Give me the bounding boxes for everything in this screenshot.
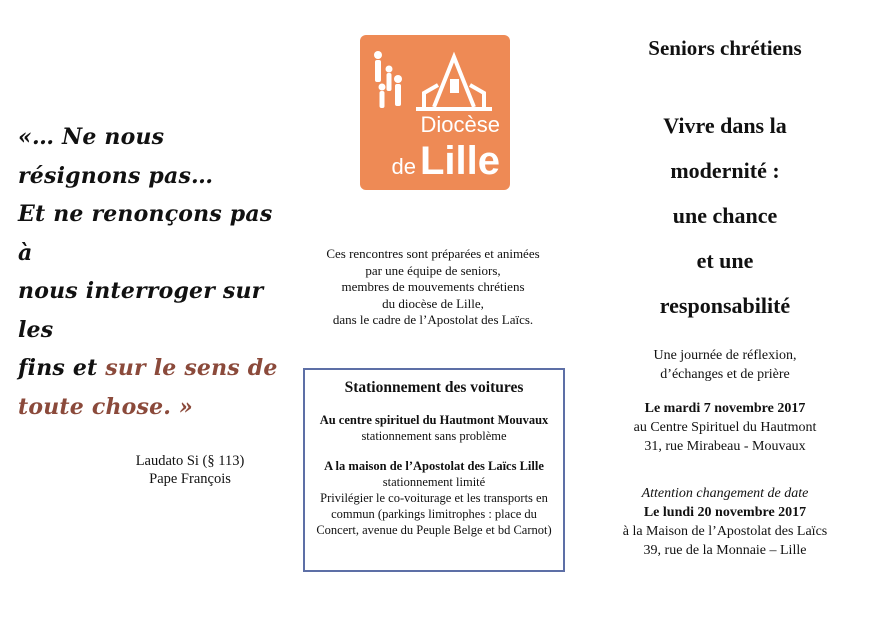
parking-title: Stationnement des voitures bbox=[344, 379, 524, 396]
date-change-notice: Attention changement de date bbox=[641, 486, 809, 501]
parking-advice-line: commun (parkings limitrophes : place du bbox=[331, 507, 537, 521]
event-subtitle bbox=[600, 346, 850, 384]
event-title bbox=[600, 103, 850, 328]
parking-box bbox=[303, 368, 565, 572]
quote-line: Et ne renonçons pas à bbox=[18, 201, 273, 266]
title-line: Vivre dans la bbox=[663, 113, 787, 138]
session-2-date: Le lundi 20 novembre 2017 bbox=[643, 505, 807, 520]
quote-text: fins et bbox=[18, 355, 106, 381]
organizers-line: par une équipe de seniors, bbox=[365, 262, 501, 278]
parking-advice-line: Concert, avenue du Peuple Belge et bd Carnot) bbox=[316, 523, 552, 537]
attribution-source: Laudato Si (§ 113) bbox=[135, 453, 245, 469]
title-line: modernité : bbox=[670, 158, 780, 183]
session-1-address: 31, rue Mirabeau - Mouvaux bbox=[644, 439, 806, 454]
logo-word-de: de bbox=[391, 154, 416, 179]
diocese-logo bbox=[360, 35, 510, 190]
attribution-author: Pape François bbox=[149, 471, 231, 487]
title-line: responsabilité bbox=[659, 293, 791, 318]
parking-note-1: stationnement sans problème bbox=[361, 429, 507, 443]
event-session-2 bbox=[600, 484, 850, 560]
session-2-place: à la Maison de l’Apostolat des Laïcs bbox=[622, 524, 828, 539]
organizers-line: membres de mouvements chrétiens bbox=[341, 279, 525, 295]
logo-word-diocese: Diocèse bbox=[420, 112, 500, 137]
organization-name: Seniors chrétiens bbox=[648, 36, 802, 60]
quote-attribution bbox=[95, 452, 285, 488]
session-1-date: Le mardi 7 novembre 2017 bbox=[644, 401, 806, 416]
title-line: et une bbox=[696, 248, 754, 273]
quote-highlight: sur le sens de bbox=[105, 355, 278, 381]
quote-highlight-line: toute chose. » bbox=[18, 393, 193, 420]
logo-word-lille-big: Lille bbox=[419, 139, 500, 183]
subtitle-line: Une journée de réflexion, bbox=[653, 348, 797, 363]
parking-advice-line: Privilégier le co-voiturage et les transports en bbox=[320, 491, 548, 505]
organizers-note bbox=[298, 246, 568, 329]
parking-location-1: Au centre spirituel du Hautmont Mouvaux bbox=[319, 413, 549, 427]
quote-line: résignons pas… bbox=[18, 162, 214, 189]
organizers-line: dans le cadre de l’Apostolat des Laïcs. bbox=[332, 312, 534, 328]
parking-note-2: stationnement limité bbox=[382, 475, 486, 489]
logo-word-lille bbox=[391, 139, 500, 192]
quote-line: nous interroger sur les bbox=[18, 278, 264, 343]
organizers-line: Ces rencontres sont préparées et animées bbox=[326, 246, 540, 261]
title-line: une chance bbox=[672, 203, 778, 228]
session-2-address: 39, rue de la Monnaie – Lille bbox=[643, 543, 807, 558]
organizers-line: du diocèse de Lille, bbox=[382, 295, 484, 311]
parking-location-2: A la maison de l’Apostolat des Laïcs Lille bbox=[324, 459, 544, 473]
quote-line bbox=[18, 349, 288, 388]
subtitle-line: d’échanges et de prière bbox=[660, 367, 790, 382]
quote-block bbox=[18, 118, 288, 426]
quote-line: «… Ne nous bbox=[18, 124, 165, 150]
event-session-1 bbox=[600, 399, 850, 456]
session-1-place: au Centre Spirituel du Hautmont bbox=[633, 420, 817, 435]
